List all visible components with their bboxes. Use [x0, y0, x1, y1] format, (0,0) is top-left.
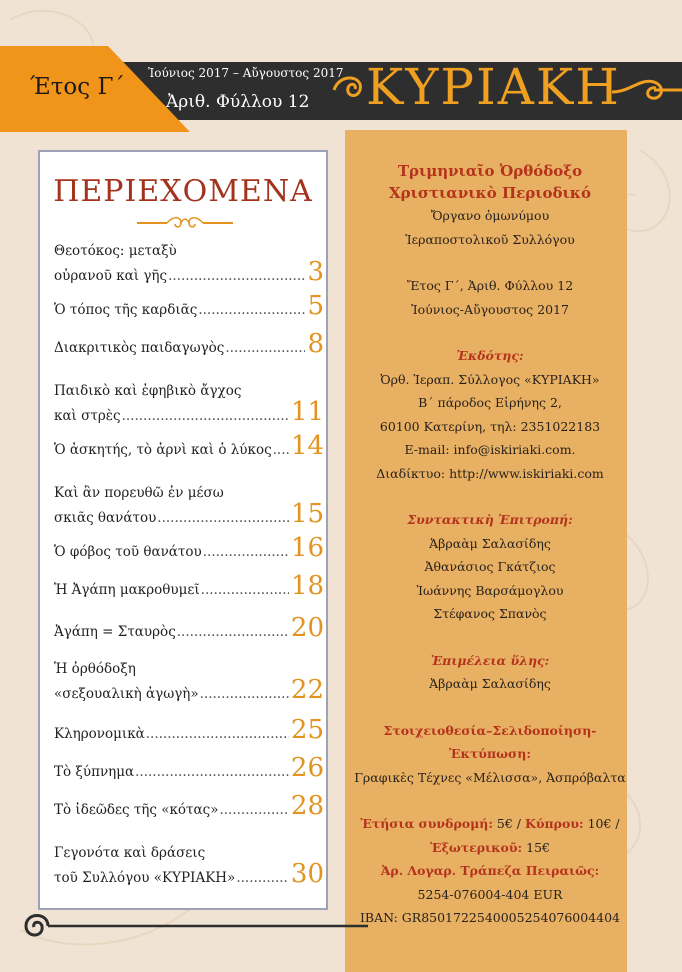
- bank-account: 5254-076004-404 EUR: [417, 886, 563, 902]
- toc-page-number: 25: [290, 715, 324, 745]
- toc-entry: [54, 658, 324, 705]
- print-shop: Γραφικὲς Τέχνες «Μέλισσα», Ἀσπρόβαλτα: [354, 769, 626, 785]
- toc-leader-dots: [168, 265, 305, 287]
- toc-entry-line: [54, 499, 324, 529]
- publisher-web: Διαδίκτυο: http://www.iskiriaki.com: [376, 465, 604, 481]
- toc-page-number: 14: [290, 431, 324, 461]
- toc-leader-dots: [177, 621, 289, 643]
- toc-entry-line: [54, 715, 324, 745]
- toc-entry-title: Ὁ ἀσκητής, τὸ ἀρνὶ καὶ ὁ λύκος: [54, 442, 272, 458]
- toc-entry-title-line: Παιδικὸ καὶ ἐφηβικὸ ἄγχος: [54, 383, 242, 399]
- toc-entry-line: [54, 431, 324, 461]
- toc-page-number: 5: [307, 291, 324, 321]
- toc-leader-dots: [219, 799, 288, 821]
- toc-entry: [54, 571, 324, 601]
- contents-title: ΠΕΡΙΕΧΟΜΕΝΑ: [53, 174, 313, 209]
- toc-entry-line: [54, 613, 324, 643]
- toc-entry-line: [54, 571, 324, 601]
- subscription-annual-label: Ἐτήσια συνδρομή:: [360, 816, 493, 831]
- subscription-abroad-value: 15€: [522, 839, 550, 855]
- editor-4: Στέφανος Σπανὸς: [433, 606, 547, 621]
- info-organ-2: Ἱεραποστολικοῦ Συλλόγου: [405, 231, 575, 247]
- toc-entry-title: Τὸ ξύπνημα: [54, 764, 135, 780]
- material-editor: Ἀβραὰμ Σαλασίδης: [429, 676, 551, 691]
- subscription-abroad-label: Ἐξωτερικοῦ:: [430, 839, 523, 855]
- publisher-email: E-mail: info@iskiriaki.com.: [404, 442, 576, 457]
- magazine-title: ΚΥΡΙΑΚΗ: [366, 58, 621, 116]
- editor-2: Ἀθανάσιος Γκάτζιος: [424, 559, 556, 574]
- footer-ornament-icon: [18, 906, 368, 946]
- subscription-cyprus-value: 10€ /: [583, 816, 620, 831]
- toc-entry-title: Ὁ φόβος τοῦ θανάτου: [54, 544, 202, 560]
- toc-entry-title: Διακριτικὸς παιδαγωγὸς: [54, 340, 225, 356]
- toc-page-number: 18: [290, 571, 324, 601]
- toc-entry: [54, 613, 324, 643]
- toc-page-number: 11: [290, 397, 324, 427]
- toc-entry: [54, 329, 324, 359]
- toc-entry-title: τοῦ Συλλόγου «ΚΥΡΙΑΚΗ»: [54, 870, 236, 886]
- subscription-line-1: [345, 812, 635, 836]
- subscription-line-2: [345, 836, 635, 860]
- toc-entry-line: [54, 675, 324, 705]
- toc-entry-title-line: Ἡ ὀρθόδοξη: [54, 661, 136, 677]
- toc-entry-line: [54, 329, 324, 359]
- toc-entry-title: Ὁ τόπος τῆς καρδιᾶς: [54, 302, 198, 318]
- toc-entry-line: [54, 753, 324, 783]
- toc-page-number: 20: [290, 613, 324, 643]
- toc-entry-title: Τὸ ἰδεῶδες τῆς «κότας»: [54, 802, 219, 818]
- publisher-label: Ἐκδότης:: [456, 348, 524, 363]
- toc-entry-title-line: Γεγονότα καὶ δράσεις: [54, 845, 206, 861]
- toc-entry: [54, 533, 324, 563]
- toc-leader-dots: [200, 683, 289, 705]
- toc-entry-line: [54, 533, 324, 563]
- editorial-label: Συντακτικὴ Ἐπιτροπή:: [407, 512, 573, 527]
- toc-entry: [54, 431, 324, 461]
- subscription-annual-value: 5€ /: [492, 816, 525, 831]
- toc-entry: [54, 753, 324, 783]
- toc-page-number: 15: [290, 499, 324, 529]
- toc-entry: [54, 380, 324, 427]
- toc-page-number: 22: [290, 675, 324, 705]
- contents-ornament-icon: [137, 216, 233, 230]
- toc-entry-title: Ἡ Ἀγάπη μακροθυμεῖ: [54, 582, 200, 598]
- bank-iban: IBAN: GR8501722540005254076004404: [359, 910, 621, 925]
- info-text: [345, 160, 635, 930]
- title-flourish-icon: [330, 68, 370, 108]
- info-heading-1: Τριμηνιαῖο Ὀρθόδοξο: [397, 162, 583, 180]
- toc-entry-title: οὐρανοῦ καὶ γῆς: [54, 268, 168, 284]
- toc-entry: [54, 240, 324, 287]
- toc-leader-dots: [135, 761, 289, 783]
- toc-leader-dots: [201, 579, 289, 601]
- toc-leader-dots: [225, 337, 305, 359]
- toc-entry-line: [54, 291, 324, 321]
- toc-entry-line: [54, 257, 324, 287]
- toc-entry-line: [54, 791, 324, 821]
- toc-entry: [54, 291, 324, 321]
- toc-entry-line: [54, 859, 324, 889]
- toc-entry-title: σκιᾶς θανάτου: [54, 510, 157, 526]
- title-tail-flourish-icon: [610, 72, 682, 108]
- toc-entry-title: Κληρονομικὰ: [54, 726, 145, 742]
- editor-3: Ἰωάννης Βαρσάμογλου: [416, 582, 564, 598]
- toc-entry: [54, 842, 324, 889]
- contents-box: [38, 150, 328, 910]
- toc-entry-title-line: Θεοτόκος: μεταξὺ: [54, 243, 177, 259]
- toc-page-number: 28: [290, 791, 324, 821]
- toc-leader-dots: [236, 867, 289, 889]
- toc-entry-title: Ἀγάπη = Σταυρὸς: [54, 624, 176, 640]
- toc-leader-dots: [122, 405, 289, 427]
- toc-entry-title: «σεξουαλικὴ ἀγωγὴ»: [54, 686, 199, 702]
- year-label: Έτος Γ΄: [30, 74, 125, 100]
- toc-leader-dots: [203, 541, 289, 563]
- toc-page-number: 16: [290, 533, 324, 563]
- toc-leader-dots: [157, 507, 289, 529]
- publisher-address-2: 60100 Κατερίνη, τηλ: 2351022183: [379, 418, 601, 434]
- toc-page-number: 3: [307, 257, 324, 287]
- material-label: Ἐπιμέλεια ὕλης:: [430, 652, 550, 668]
- publisher-address-1: Β΄ πάροδος Εἰρήνης 2,: [418, 395, 562, 410]
- toc-entry: [54, 715, 324, 745]
- toc-entry-title-line: Καὶ ἂν πορευθῶ ἐν μέσω: [54, 485, 224, 501]
- bank-label: Ἀρ. Λογαρ. Τράπεζα Πειραιῶς:: [380, 863, 600, 878]
- toc-entry: [54, 482, 324, 529]
- issue-dates: Ἰούνιος 2017 – Αὔγουστος 2017: [148, 66, 344, 80]
- info-heading-2: Χριστιανικὸ Περιοδικό: [389, 184, 591, 202]
- issue-number: Ἀριθ. Φύλλου 12: [166, 92, 310, 112]
- toc-entry-line: [54, 397, 324, 427]
- toc-leader-dots: [273, 439, 289, 461]
- toc-page-number: 26: [290, 753, 324, 783]
- toc-entry: [54, 791, 324, 821]
- subscription-cyprus-label: Κύπρου:: [525, 816, 584, 831]
- print-label: Στοιχειοθεσία–Σελιδοποίηση-Ἐκτύπωση:: [383, 722, 597, 761]
- editor-1: Ἀβραὰμ Σαλασίδης: [429, 535, 551, 551]
- publisher-name: Ὀρθ. Ἱεραπ. Σύλλογος «ΚΥΡΙΑΚΗ»: [380, 371, 600, 387]
- info-period: Ἰούνιος-Αὔγουστος 2017: [411, 301, 569, 317]
- toc-leader-dots: [146, 723, 289, 745]
- toc-leader-dots: [198, 299, 305, 321]
- toc-page-number: 8: [307, 329, 324, 359]
- toc-page-number: 30: [290, 859, 324, 889]
- toc-entry-title: καὶ στρὲς: [54, 408, 121, 424]
- info-year-issue: Ἔτος Γ΄, Ἀριθ. Φύλλου 12: [406, 278, 574, 293]
- info-organ-1: Ὄργανο ὁμωνύμου: [430, 208, 550, 223]
